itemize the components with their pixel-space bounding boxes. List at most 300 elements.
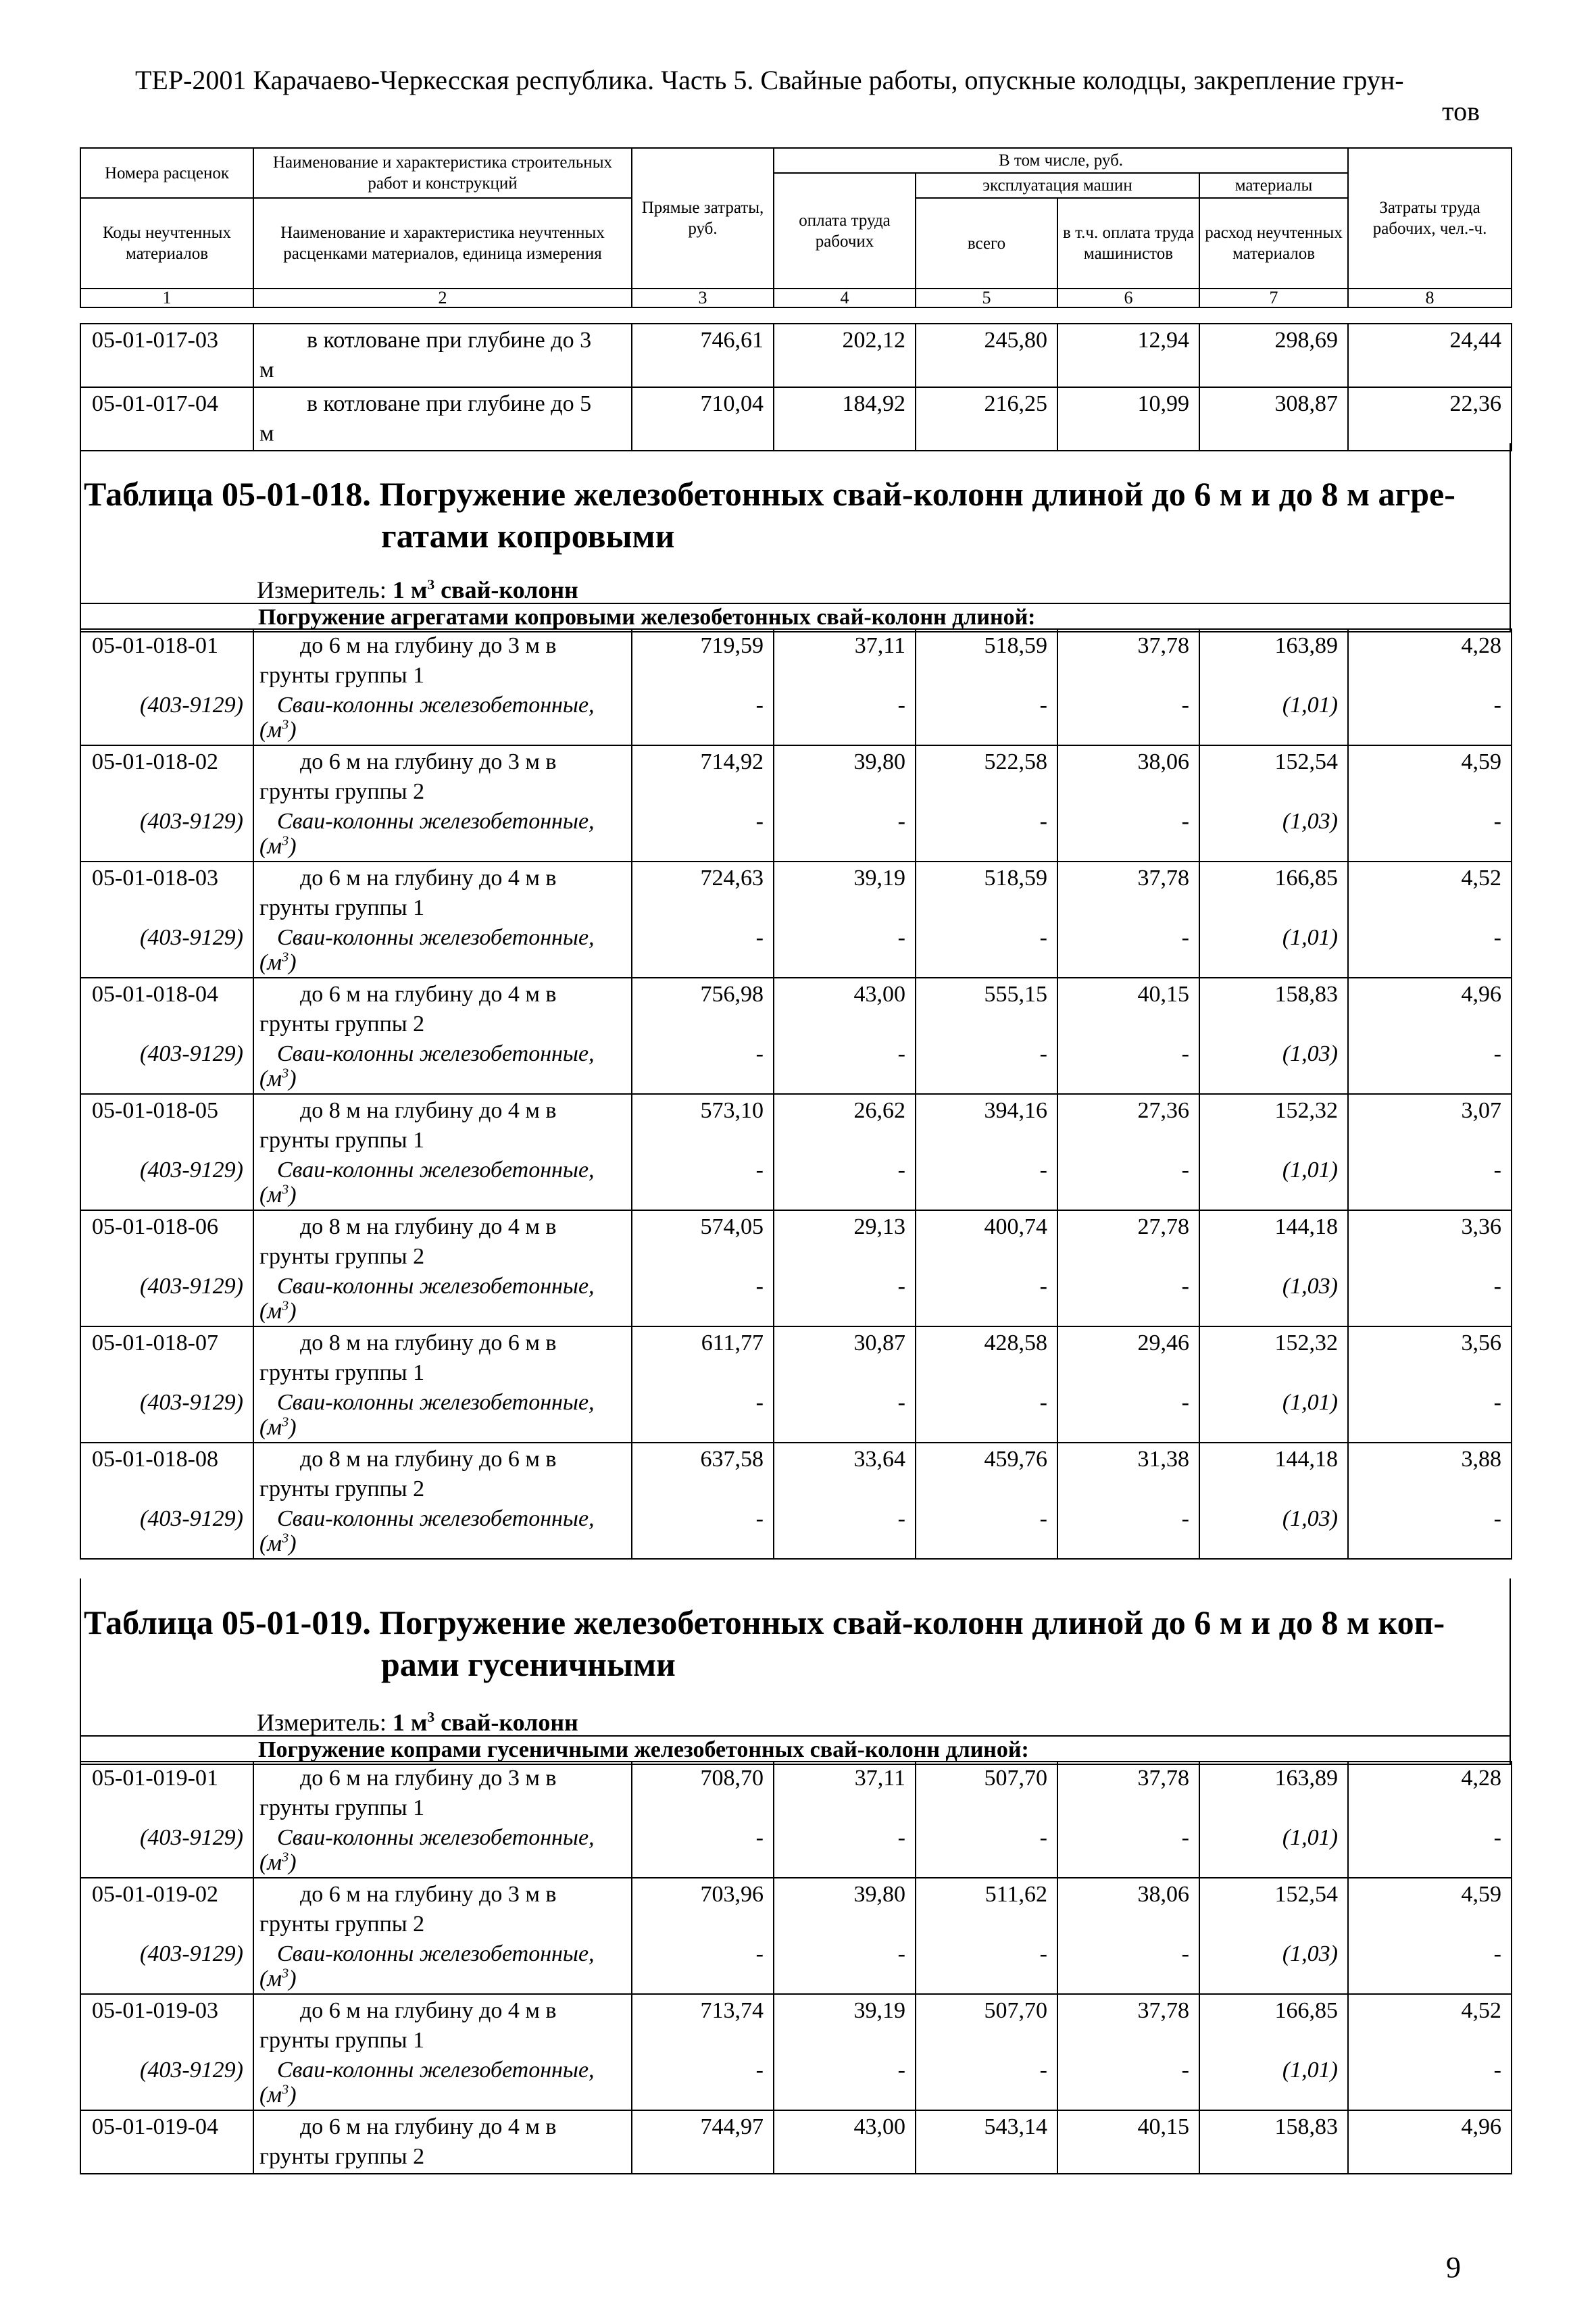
wages: 30,87 (853, 1330, 905, 1355)
material-unit: $(м^3)$ (259, 1966, 297, 1991)
work-description-cell (253, 2110, 632, 2174)
material-code: (403-9129) (140, 925, 243, 950)
materials: 152,54 (1274, 749, 1338, 774)
empty-dash: - (897, 925, 905, 950)
labor-costs: 4,28 (1461, 633, 1501, 658)
direct-costs-cell (632, 2110, 774, 2174)
empty-dash: - (897, 1506, 905, 1531)
col-material-codes-header: Коды неучтенных материалов (80, 198, 253, 289)
table-row (80, 1762, 1512, 1878)
materials-cell (1199, 1210, 1348, 1326)
col-number: 5 (916, 289, 1057, 307)
empty-dash: - (1493, 1158, 1501, 1183)
materials: 308,87 (1199, 387, 1348, 451)
col-number: 6 (1057, 289, 1199, 307)
work-description-cell (253, 1762, 632, 1878)
wages-cell (774, 1210, 916, 1326)
empty-dash: - (897, 1041, 905, 1066)
col-machines-total-header: всего (916, 198, 1057, 289)
empty-dash: - (755, 1390, 764, 1415)
direct-costs: 574,05 (700, 1214, 764, 1239)
labor-costs-cell (1348, 1094, 1512, 1210)
direct-costs-cell (632, 1762, 774, 1878)
empty-dash: - (1181, 925, 1189, 950)
labor-costs-cell (1348, 1443, 1512, 1559)
rate-code: 05-01-018-08 (92, 1447, 218, 1472)
material-unit: $(м^3)$ (259, 1849, 297, 1875)
rate-code: 05-01-018-04 (92, 982, 218, 1007)
labor-costs: 3,07 (1461, 1098, 1501, 1123)
work-description: до 6 м на глубину до 4 м в (300, 866, 557, 891)
empty-dash: - (897, 1941, 905, 1966)
empty-dash: - (755, 1041, 764, 1066)
empty-dash: - (1493, 1506, 1501, 1531)
direct-costs: 703,96 (700, 1882, 764, 1907)
material-unit: $(м^3)$ (259, 717, 297, 743)
labor-costs: 3,88 (1461, 1447, 1501, 1472)
rate-code-cell (80, 862, 253, 978)
material-unit: $(м^3)$ (259, 1414, 297, 1440)
materials-cell (1199, 1094, 1348, 1210)
material-unit: $(м^3)$ (259, 1530, 297, 1556)
material-code: (403-9129) (140, 693, 243, 718)
wages-cell (774, 1762, 916, 1878)
empty-dash: - (897, 809, 905, 834)
table-row (80, 1878, 1512, 1994)
material-description: Сваи-колонны железобетонные, (277, 1158, 595, 1183)
work-description-cont: грунты группы 2 (259, 1476, 425, 1501)
materials-cell (1199, 629, 1348, 745)
work-description-cell (253, 1994, 632, 2110)
empty-dash: - (1493, 925, 1501, 950)
table-018-title: Таблица 05-01-018. Погружение железобетонных свай-колонн длиной до 6 м и до 8 м агре- гатами копровыми (84, 475, 1455, 555)
work-description-cell (253, 1094, 632, 1210)
rate-code-cell (80, 1094, 253, 1210)
rate-code-cell (80, 1762, 253, 1878)
labor-costs: 4,96 (1461, 982, 1501, 1007)
wages: 33,64 (853, 1447, 905, 1472)
col-number: 8 (1348, 289, 1512, 307)
rate-code-cell (80, 1210, 253, 1326)
page-number: 9 (1446, 2251, 1461, 2284)
work-description-cell (253, 745, 632, 862)
material-quantity: (1,03) (1282, 1941, 1338, 1966)
operators-wages-cell (1057, 1326, 1199, 1443)
direct-costs: 719,59 (700, 633, 764, 658)
work-description: до 8 м на глубину до 4 м в (300, 1214, 557, 1239)
machines-total-cell (916, 1094, 1057, 1210)
rate-code-cell (80, 745, 253, 862)
materials: 152,32 (1274, 1330, 1338, 1355)
material-quantity: (1,01) (1282, 2058, 1338, 2083)
work-description-cont: грунты группы 2 (259, 1912, 425, 1937)
wages-cell (774, 2110, 916, 2174)
material-quantity: (1,03) (1282, 809, 1338, 834)
wages: 39,80 (853, 1882, 905, 1907)
machines-total: 400,74 (984, 1214, 1047, 1239)
rate-code: 05-01-018-06 (92, 1214, 218, 1239)
wages-cell (774, 1443, 916, 1559)
direct-costs: 746,61 (632, 324, 774, 387)
table-row (80, 629, 1512, 745)
operators-wages: 27,78 (1137, 1214, 1189, 1239)
empty-dash: - (1181, 693, 1189, 718)
material-unit: $(м^3)$ (259, 949, 297, 975)
table-row (80, 2110, 1512, 2174)
materials-cell (1199, 1762, 1348, 1878)
machines-total: 216,25 (916, 387, 1057, 451)
table-row (80, 978, 1512, 1094)
table-row (80, 1210, 1512, 1326)
machines-total: 507,70 (984, 1766, 1047, 1791)
empty-dash: - (1181, 1390, 1189, 1415)
table-019-meter: Измеритель: 1 $м^3$ свай-колонн (257, 1709, 578, 1736)
material-description: Сваи-колонны железобетонные, (277, 1506, 595, 1531)
labor-costs: 4,59 (1461, 749, 1501, 774)
rate-code-cell (80, 1326, 253, 1443)
work-description-cell (253, 1878, 632, 1994)
col-group-header: В том числе, руб. (774, 148, 1348, 173)
labor-costs: 4,59 (1461, 1882, 1501, 1907)
machines-total-cell (916, 1210, 1057, 1326)
table-019-title: Таблица 05-01-019. Погружение железобетонных свай-колонн длиной до 6 м и до 8 м коп- рами гусеничными (84, 1603, 1445, 1683)
machines-total-cell (916, 978, 1057, 1094)
direct-costs-cell (632, 745, 774, 862)
material-description: Сваи-колонны железобетонные, (277, 1941, 595, 1966)
table-018 (80, 628, 1512, 1560)
empty-dash: - (1039, 1158, 1047, 1183)
machines-total: 518,59 (984, 633, 1047, 658)
operators-wages-cell (1057, 1443, 1199, 1559)
work-description: в котловане при глубине до 5 м (253, 387, 632, 451)
col-labor-costs-header: Затраты труда рабочих, чел.-ч. (1348, 148, 1512, 289)
machines-total: 428,58 (984, 1330, 1047, 1355)
direct-costs: 573,10 (700, 1098, 764, 1123)
empty-dash: - (755, 1941, 764, 1966)
wages-cell (774, 1878, 916, 1994)
wages: 39,19 (853, 866, 905, 891)
col-number: 3 (632, 289, 774, 307)
table-row (80, 387, 1512, 451)
labor-costs-cell (1348, 862, 1512, 978)
machines-total-cell (916, 1762, 1057, 1878)
machines-total: 555,15 (984, 982, 1047, 1007)
operators-wages-cell (1057, 1210, 1199, 1326)
labor-costs: 22,36 (1348, 387, 1512, 451)
empty-dash: - (1493, 1390, 1501, 1415)
operators-wages: 37,78 (1137, 1766, 1189, 1791)
machines-total-cell (916, 862, 1057, 978)
work-description: до 8 м на глубину до 6 м в (300, 1447, 557, 1472)
wages: 29,13 (853, 1214, 905, 1239)
col-material-name-header: Наименование и характеристика неучтенных расценками материалов, единица измерения (253, 198, 632, 289)
table-row (80, 1094, 1512, 1210)
materials: 298,69 (1199, 324, 1348, 387)
work-description: до 6 м на глубину до 3 м в (300, 749, 557, 774)
direct-costs-cell (632, 1994, 774, 2110)
wages-cell (774, 862, 916, 978)
direct-costs: 710,04 (632, 387, 774, 451)
material-description: Сваи-колонны железобетонные, (277, 1825, 595, 1850)
labor-costs: 24,44 (1348, 324, 1512, 387)
col-work-name-header: Наименование и характеристика строительных работ и конструкций (253, 148, 632, 198)
empty-dash: - (1493, 809, 1501, 834)
material-quantity: (1,01) (1282, 1390, 1338, 1415)
labor-costs-cell (1348, 1210, 1512, 1326)
materials: 158,83 (1274, 982, 1338, 1007)
column-header-table (80, 147, 1512, 308)
empty-dash: - (755, 1158, 764, 1183)
rate-code-cell (80, 2110, 253, 2174)
materials-cell (1199, 862, 1348, 978)
labor-costs-cell (1348, 629, 1512, 745)
col-wages-header: оплата труда рабочих (774, 173, 916, 289)
labor-costs-cell (1348, 978, 1512, 1094)
rate-code: 05-01-019-04 (92, 2114, 218, 2139)
labor-costs-cell (1348, 745, 1512, 862)
material-unit: $(м^3)$ (259, 1066, 297, 1091)
operators-wages: 29,46 (1137, 1330, 1189, 1355)
operators-wages-cell (1057, 629, 1199, 745)
material-unit: $(м^3)$ (259, 2082, 297, 2108)
work-description-cell (253, 978, 632, 1094)
direct-costs-cell (632, 629, 774, 745)
col-number: 4 (774, 289, 916, 307)
direct-costs: 611,77 (701, 1330, 764, 1355)
rate-code: 05-01-017-04 (80, 387, 253, 451)
operators-wages: 38,06 (1137, 1882, 1189, 1907)
materials: 163,89 (1274, 633, 1338, 658)
machines-total-cell (916, 1326, 1057, 1443)
work-description: до 6 м на глубину до 4 м в (300, 1998, 557, 2023)
direct-costs: 708,70 (700, 1766, 764, 1791)
wages: 43,00 (853, 2114, 905, 2139)
work-description: до 8 м на глубину до 6 м в (300, 1330, 557, 1355)
empty-dash: - (1039, 925, 1047, 950)
machines-total: 459,76 (984, 1447, 1047, 1472)
material-code: (403-9129) (140, 2058, 243, 2083)
labor-costs-cell (1348, 1994, 1512, 2110)
operators-wages-cell (1057, 1762, 1199, 1878)
rate-code-cell (80, 1878, 253, 1994)
rate-code-cell (80, 978, 253, 1094)
work-description-cell (253, 629, 632, 745)
empty-dash: - (755, 1506, 764, 1531)
materials-cell (1199, 1878, 1348, 1994)
table-row (80, 1443, 1512, 1559)
rate-code: 05-01-018-02 (92, 749, 218, 774)
rate-code-cell (80, 1443, 253, 1559)
document-title: ТЕР-2001 Карачаево-Черкесская республика. Часть 5. Свайные работы, опускные колодцы, закрепление грун- (135, 65, 1404, 95)
col-direct-costs-header: Прямые затраты, руб. (632, 148, 774, 289)
material-quantity: (1,01) (1282, 1158, 1338, 1183)
machines-total-cell (916, 1878, 1057, 1994)
wages: 26,62 (853, 1098, 905, 1123)
work-description: до 6 м на глубину до 4 м в (300, 2114, 557, 2139)
rate-code-cell (80, 629, 253, 745)
operators-wages-cell (1057, 1994, 1199, 2110)
work-description-cell (253, 1210, 632, 1326)
empty-dash: - (1493, 1041, 1501, 1066)
empty-dash: - (1039, 693, 1047, 718)
empty-dash: - (755, 925, 764, 950)
material-code: (403-9129) (140, 1274, 243, 1299)
material-description: Сваи-колонны железобетонные, (277, 1390, 595, 1415)
labor-costs: 4,96 (1461, 2114, 1501, 2139)
work-description: до 6 м на глубину до 3 м в (300, 633, 557, 658)
table-019-subheader: Погружение копрами гусеничными железобетонных свай-колонн длиной: (80, 1735, 1511, 1765)
rate-code: 05-01-018-03 (92, 866, 218, 891)
operators-wages: 37,78 (1137, 1998, 1189, 2023)
empty-dash: - (1181, 1274, 1189, 1299)
work-description-cell (253, 1326, 632, 1443)
wages-cell (774, 1094, 916, 1210)
work-description-cont: грунты группы 2 (259, 1244, 425, 1269)
material-quantity: (1,03) (1282, 1041, 1338, 1066)
empty-dash: - (1493, 693, 1501, 718)
rate-code: 05-01-019-02 (92, 1882, 218, 1907)
empty-dash: - (897, 1825, 905, 1850)
materials-cell (1199, 2110, 1348, 2174)
empty-dash: - (1039, 1506, 1047, 1531)
direct-costs: 756,98 (700, 982, 764, 1007)
empty-dash: - (897, 2058, 905, 2083)
work-description-cont: грунты группы 1 (259, 1360, 425, 1385)
direct-costs: 744,97 (700, 2114, 764, 2139)
machines-total: 522,58 (984, 749, 1047, 774)
machines-total: 543,14 (984, 2114, 1047, 2139)
work-description-cont: грунты группы 1 (259, 2028, 425, 2053)
table-018-meter: Измеритель: 1 $м^3$ свай-колонн (257, 576, 578, 603)
operators-wages: 31,38 (1137, 1447, 1189, 1472)
work-description-cell (253, 1443, 632, 1559)
empty-dash: - (755, 1274, 764, 1299)
rate-code-cell (80, 1994, 253, 2110)
empty-dash: - (1039, 809, 1047, 834)
operators-wages-cell (1057, 862, 1199, 978)
labor-costs: 4,28 (1461, 1766, 1501, 1791)
work-description-cont: грунты группы 1 (259, 1795, 425, 1820)
direct-costs-cell (632, 1094, 774, 1210)
material-code: (403-9129) (140, 1506, 243, 1531)
material-description: Сваи-колонны железобетонные, (277, 693, 595, 718)
operators-wages: 27,36 (1137, 1098, 1189, 1123)
table-row (80, 745, 1512, 862)
materials: 152,32 (1274, 1098, 1338, 1123)
material-quantity: (1,03) (1282, 1506, 1338, 1531)
wages: 184,92 (774, 387, 916, 451)
machines-total-cell (916, 1443, 1057, 1559)
labor-costs-cell (1348, 2110, 1512, 2174)
work-description: до 6 м на глубину до 3 м в (300, 1882, 557, 1907)
work-description-cont: грунты группы 1 (259, 1128, 425, 1153)
empty-dash: - (1181, 1041, 1189, 1066)
material-code: (403-9129) (140, 1825, 243, 1850)
materials: 152,54 (1274, 1882, 1338, 1907)
direct-costs-cell (632, 978, 774, 1094)
material-code: (403-9129) (140, 1941, 243, 1966)
material-unit: $(м^3)$ (259, 1182, 297, 1208)
material-unit: $(м^3)$ (259, 1298, 297, 1324)
direct-costs: 724,63 (700, 866, 764, 891)
empty-dash: - (1181, 1506, 1189, 1531)
col-operators-wages-header: в т.ч. оплата труда машинистов (1057, 198, 1199, 289)
empty-dash: - (1493, 2058, 1501, 2083)
material-code: (403-9129) (140, 809, 243, 834)
direct-costs-cell (632, 1878, 774, 1994)
empty-dash: - (897, 1158, 905, 1183)
material-description: Сваи-колонны железобетонные, (277, 809, 595, 834)
direct-costs-cell (632, 1443, 774, 1559)
empty-dash: - (1039, 1041, 1047, 1066)
material-quantity: (1,01) (1282, 693, 1338, 718)
document-title-continuation: тов (1442, 96, 1480, 126)
empty-dash: - (1181, 1825, 1189, 1850)
table-row (80, 1326, 1512, 1443)
direct-costs: 714,92 (700, 749, 764, 774)
materials-cell (1199, 978, 1348, 1094)
machines-total: 394,16 (984, 1098, 1047, 1123)
wages: 37,11 (854, 633, 905, 658)
wages: 39,80 (853, 749, 905, 774)
empty-dash: - (755, 809, 764, 834)
empty-dash: - (1493, 1274, 1501, 1299)
empty-dash: - (1493, 1941, 1501, 1966)
labor-costs-cell (1348, 1878, 1512, 1994)
empty-dash: - (755, 1825, 764, 1850)
operators-wages-cell (1057, 1094, 1199, 1210)
machines-total-cell (916, 1994, 1057, 2110)
work-description: до 8 м на глубину до 4 м в (300, 1098, 557, 1123)
direct-costs-cell (632, 1210, 774, 1326)
empty-dash: - (897, 1390, 905, 1415)
col-machines-header: эксплуатация машин (916, 173, 1199, 198)
empty-dash: - (1039, 1825, 1047, 1850)
direct-costs: 713,74 (700, 1998, 764, 2023)
wages-cell (774, 978, 916, 1094)
table-019 (80, 1761, 1512, 2174)
material-description: Сваи-колонны железобетонные, (277, 1274, 595, 1299)
wages: 43,00 (853, 982, 905, 1007)
operators-wages: 38,06 (1137, 749, 1189, 774)
material-quantity: (1,01) (1282, 925, 1338, 950)
materials-cell (1199, 1443, 1348, 1559)
labor-costs: 4,52 (1461, 866, 1501, 891)
wages: 202,12 (774, 324, 916, 387)
direct-costs: 637,58 (700, 1447, 764, 1472)
materials-cell (1199, 1326, 1348, 1443)
work-description-cont: грунты группы 1 (259, 895, 425, 920)
labor-costs: 3,36 (1461, 1214, 1501, 1239)
direct-costs-cell (632, 862, 774, 978)
material-description: Сваи-колонны железобетонные, (277, 925, 595, 950)
material-description: Сваи-колонны железобетонные, (277, 2058, 595, 2083)
operators-wages-cell (1057, 978, 1199, 1094)
machines-total: 507,70 (984, 1998, 1047, 2023)
labor-costs-cell (1348, 1762, 1512, 1878)
operators-wages: 40,15 (1137, 2114, 1189, 2139)
materials: 163,89 (1274, 1766, 1338, 1791)
machines-total-cell (916, 2110, 1057, 2174)
materials-cell (1199, 1994, 1348, 2110)
wages-cell (774, 1326, 916, 1443)
col-rate-number-header: Номера расценок (80, 148, 253, 198)
empty-dash: - (1181, 809, 1189, 834)
material-code: (403-9129) (140, 1158, 243, 1183)
work-description: в котловане при глубине до 3 м (253, 324, 632, 387)
materials: 166,85 (1274, 1998, 1338, 2023)
materials: 144,18 (1274, 1214, 1338, 1239)
